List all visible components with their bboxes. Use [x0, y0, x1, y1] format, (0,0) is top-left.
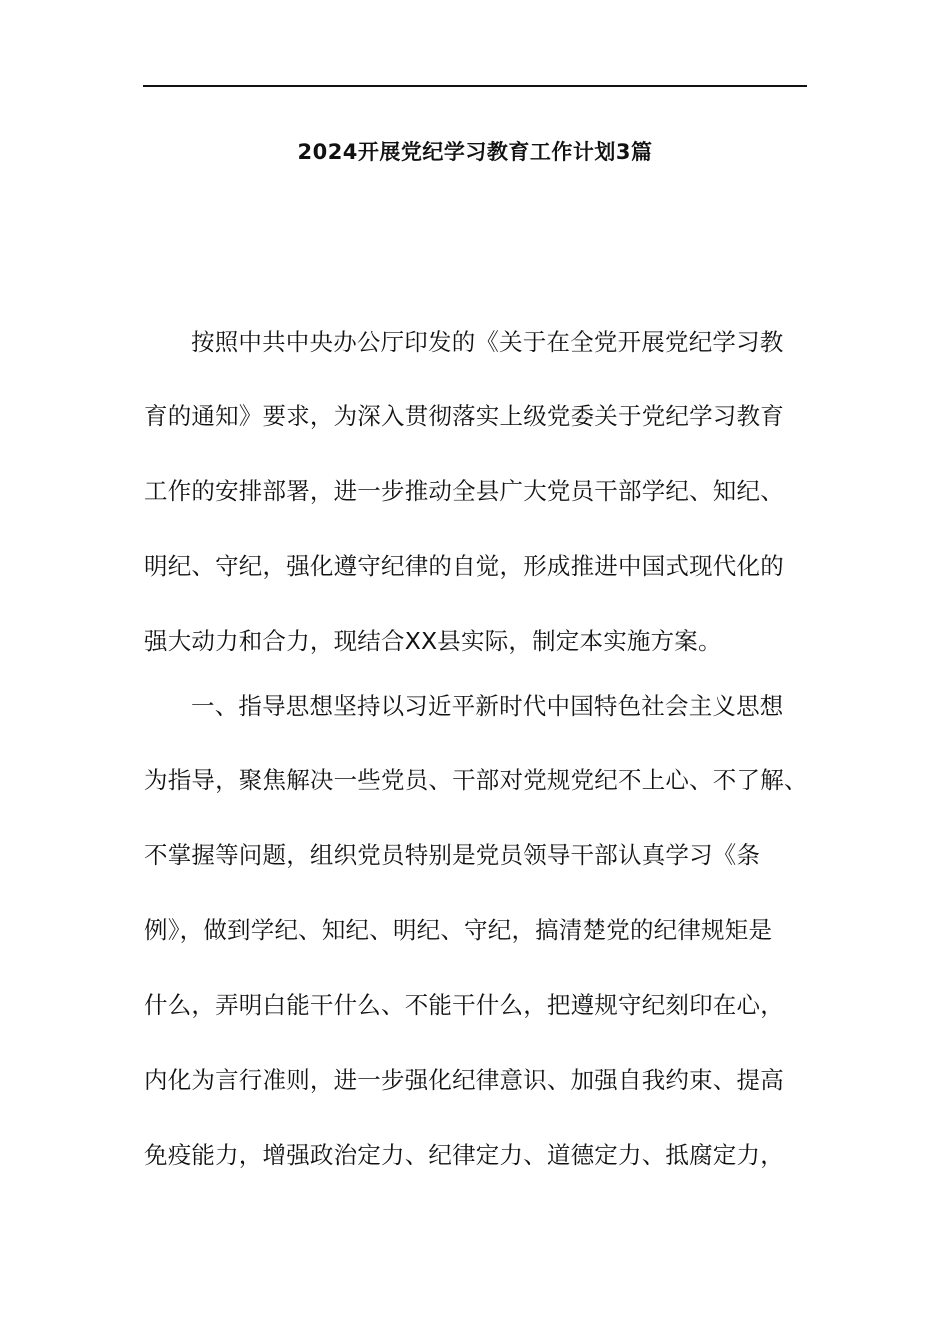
- body-line: 不掌握等问题，组织党员特别是党员领导干部认真学习《条: [144, 841, 761, 869]
- body-line: 明纪、守纪，强化遵守纪律的自觉，形成推进中国式现代化的: [144, 552, 784, 580]
- document-title: 2024开展党纪学习教育工作计划3篇: [297, 140, 653, 164]
- body-line: 工作的安排部署，进一步推动全县广大党员干部学纪、知纪、: [144, 477, 784, 505]
- body-line: 什么，弄明白能干什么、不能干什么，把遵规守纪刻印在心，: [144, 991, 784, 1019]
- body-line: 一、指导思想坚持以习近平新时代中国特色社会主义思想: [191, 692, 784, 720]
- body-line: 为指导，聚焦解决一些党员、干部对党规党纪不上心、不了解、: [144, 766, 808, 794]
- body-line: 免疫能力，增强政治定力、纪律定力、道德定力、抵腐定力，: [144, 1141, 784, 1169]
- body-line: 强大动力和合力，现结合XX县实际，制定本实施方案。: [144, 627, 722, 655]
- body-line: 育的通知》要求，为深入贯彻落实上级党委关于党纪学习教育: [144, 402, 784, 430]
- body-line: 按照中共中央办公厅印发的《关于在全党开展党纪学习教: [191, 328, 784, 356]
- body-line: 例》，做到学纪、知纪、明纪、守纪，搞清楚党的纪律规矩是: [144, 916, 773, 944]
- body-line: 内化为言行准则，进一步强化纪律意识、加强自我约束、提高: [144, 1066, 784, 1094]
- header-rule: [143, 85, 807, 87]
